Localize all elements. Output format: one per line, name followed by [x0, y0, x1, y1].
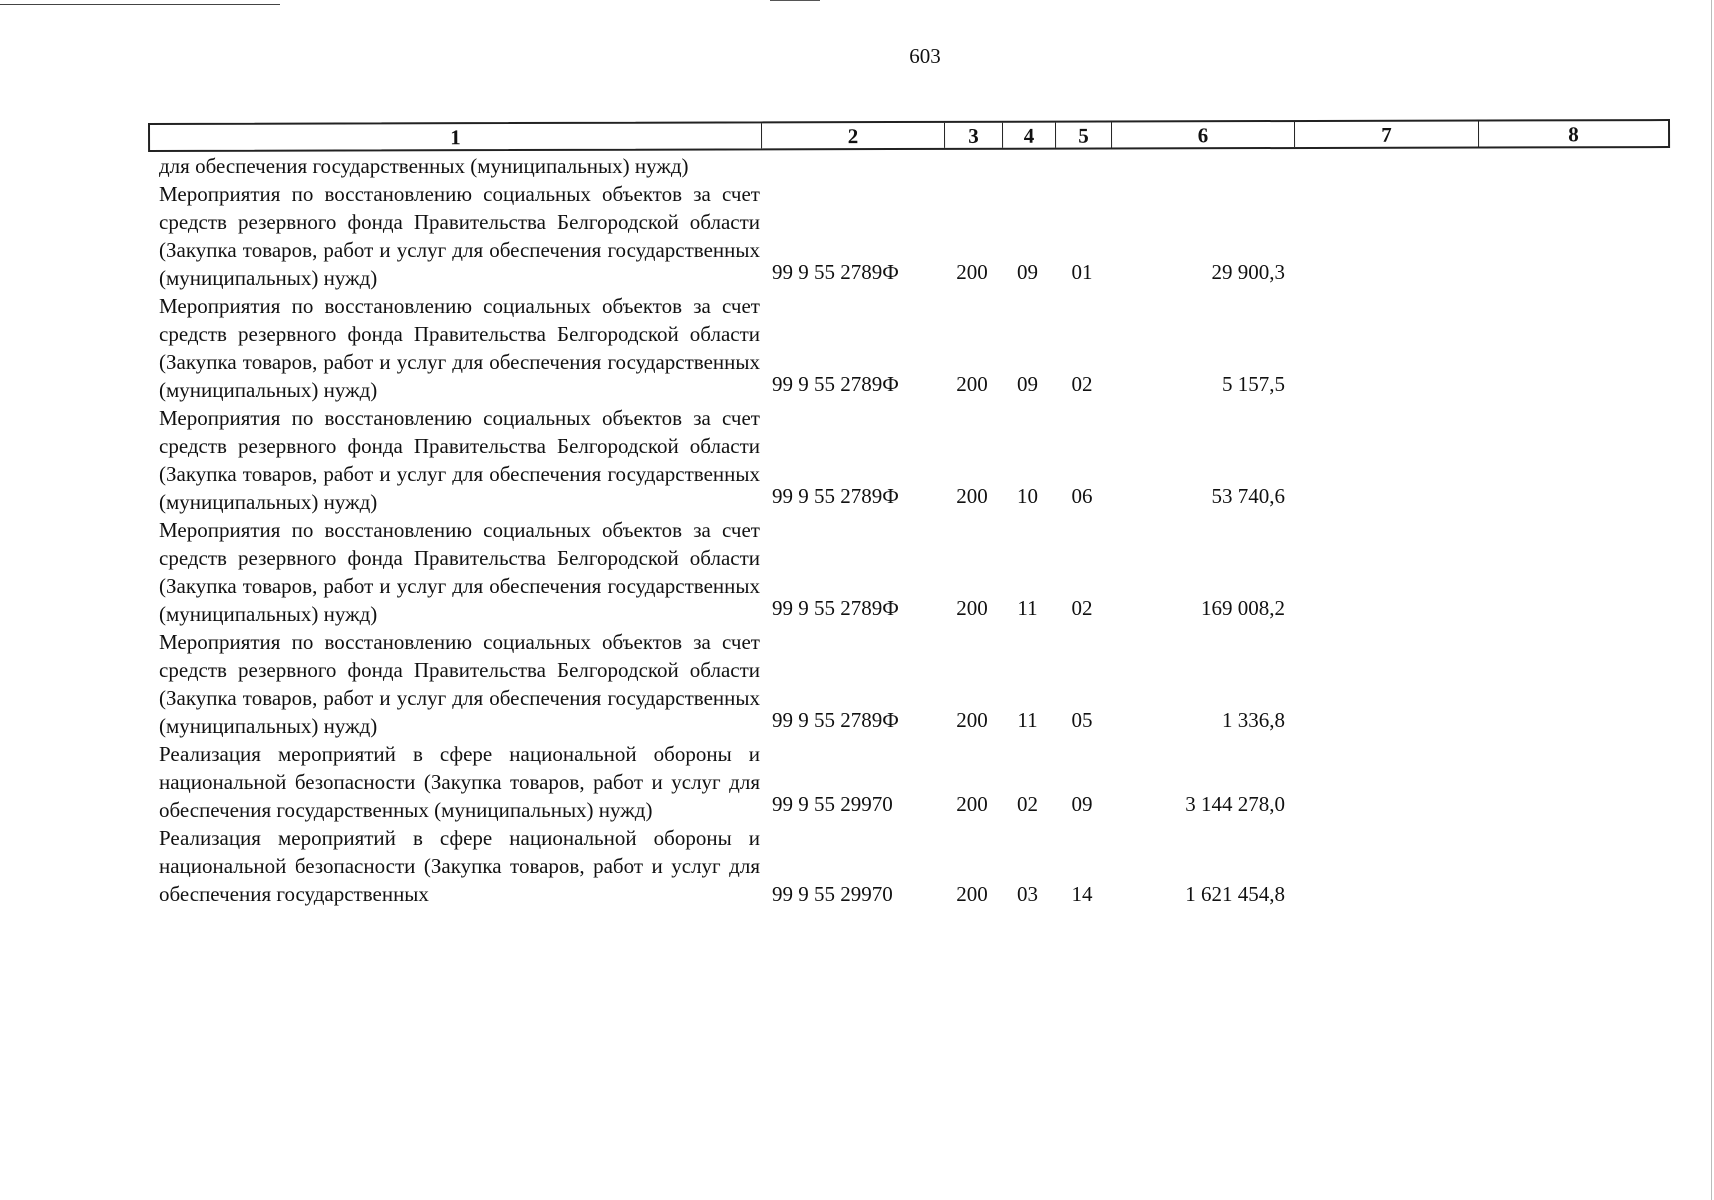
row-pr: [1054, 174, 1110, 180]
table-row: [148, 516, 1670, 628]
row-vr: 200: [956, 708, 988, 732]
header-col-2: 2: [762, 123, 945, 148]
table-header: [148, 119, 1670, 152]
top-rule-small: [770, 0, 820, 1]
page-number: 603: [909, 44, 941, 68]
row-amount: [1110, 174, 1293, 180]
row-amount: 169 008,2: [1201, 596, 1285, 620]
table-row: [148, 628, 1670, 740]
row-code: 99 9 55 2789Ф: [772, 708, 899, 732]
row-code: 99 9 55 2789Ф: [772, 372, 899, 396]
table-body: [148, 152, 1670, 908]
row-pr: 14: [1071, 882, 1093, 906]
row-vr: 200: [956, 792, 988, 816]
page-edge: [1711, 0, 1712, 1200]
row-vr: 200: [956, 484, 988, 508]
table-row: [148, 824, 1670, 908]
row-code: [760, 174, 943, 180]
row-amount: 53 740,6: [1211, 484, 1285, 508]
row-name: для обеспечения государственных (муниципальных) нужд): [159, 154, 689, 178]
row-pr: 02: [1071, 596, 1093, 620]
row-amount: 5 157,5: [1222, 372, 1285, 396]
header-col-7: 7: [1295, 122, 1479, 147]
row-amount: 3 144 278,0: [1185, 792, 1285, 816]
row-name: Реализация мероприятий в сфере национальной обороны и национальной безопасности (Закупка товаров, работ и услуг для обеспечения государственных: [159, 826, 760, 906]
row-vr: 200: [956, 260, 988, 284]
row-rz: 09: [1017, 260, 1038, 284]
row-code: 99 9 55 2789Ф: [772, 260, 899, 284]
header-col-4: 4: [1003, 123, 1056, 148]
row-vr: 200: [956, 596, 988, 620]
row-pr: 02: [1071, 372, 1093, 396]
row-rz: 09: [1017, 372, 1038, 396]
table-row: [148, 180, 1670, 292]
header-col-8: 8: [1568, 122, 1579, 147]
table-row: [148, 740, 1670, 824]
row-name: Мероприятия по восстановлению социальных объектов за счет средств резервного фонда Правительства Белгородской области (Закупка товаров, работ и услуг для обеспечения государственных (муниципальных) нужд): [159, 518, 760, 626]
row-code: 99 9 55 29970: [772, 792, 893, 816]
row-name: Мероприятия по восстановлению социальных объектов за счет средств резервного фонда Правительства Белгородской области (Закупка товаров, работ и услуг для обеспечения государственных (муниципальных) нужд): [159, 406, 760, 514]
row-name: Реализация мероприятий в сфере национальной обороны и национальной безопасности (Закупка товаров, работ и услуг для обеспечения государственных (муниципальных) нужд): [159, 742, 760, 822]
row-pr: 05: [1071, 708, 1093, 732]
row-rz: 10: [1017, 484, 1038, 508]
row-name: Мероприятия по восстановлению социальных объектов за счет средств резервного фонда Правительства Белгородской области (Закупка товаров, работ и услуг для обеспечения государственных (муниципальных) нужд): [159, 630, 760, 738]
header-col-6: 6: [1112, 122, 1295, 147]
row-pr: 06: [1071, 484, 1093, 508]
row-rz: 03: [1017, 882, 1038, 906]
row-pr: 09: [1071, 792, 1093, 816]
row-amount: 29 900,3: [1211, 260, 1285, 284]
row-code: 99 9 55 2789Ф: [772, 484, 899, 508]
row-vr: 200: [956, 372, 988, 396]
row-rz: 11: [1017, 708, 1038, 732]
row-vr: [943, 174, 1001, 180]
row-name: Мероприятия по восстановлению социальных объектов за счет средств резервного фонда Правительства Белгородской области (Закупка товаров, работ и услуг для обеспечения государственных (муниципальных) нужд): [159, 294, 760, 402]
row-name: Мероприятия по восстановлению социальных объектов за счет средств резервного фонда Правительства Белгородской области (Закупка товаров, работ и услуг для обеспечения государственных (муниципальных) нужд): [159, 182, 760, 290]
row-amount: 1 336,8: [1222, 708, 1285, 732]
row-amount: 1 621 454,8: [1185, 882, 1285, 906]
row-rz: 11: [1017, 596, 1038, 620]
table-row: [148, 152, 1670, 180]
row-vr: 200: [956, 882, 988, 906]
row-rz: [1001, 174, 1054, 180]
header-col-3: 3: [945, 123, 1003, 148]
row-code: 99 9 55 29970: [772, 882, 893, 906]
row-code: 99 9 55 2789Ф: [772, 596, 899, 620]
header-col-5: 5: [1056, 122, 1112, 147]
table-row: [148, 404, 1670, 516]
header-col-1: 1: [150, 123, 762, 150]
table-row: [148, 292, 1670, 404]
row-pr: 01: [1071, 260, 1093, 284]
top-rule: [0, 4, 280, 5]
row-rz: 02: [1017, 792, 1038, 816]
